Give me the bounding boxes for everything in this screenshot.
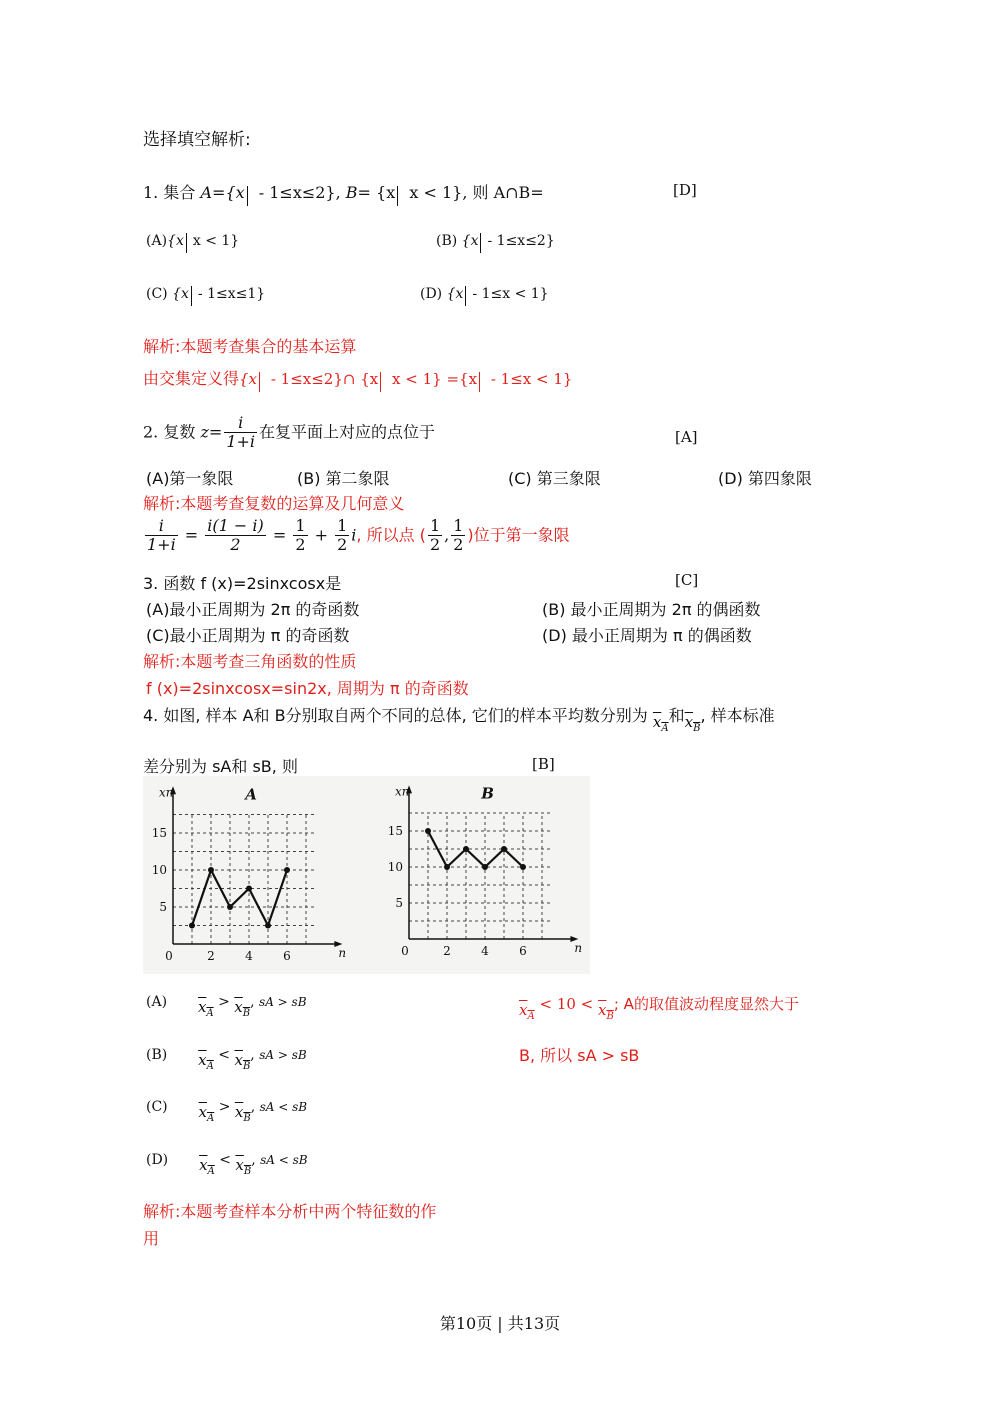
q2-variable: z= (200, 422, 223, 442)
option-set-open: {x (461, 233, 479, 249)
series-line (192, 870, 287, 926)
y-axis-label: xn (395, 784, 410, 799)
q3-option-a: (A)最小正周期为 2π 的奇函数 (146, 600, 360, 619)
q1-set-b-open: = {x (357, 183, 396, 202)
q2-option-d: (D) 第四象限 (718, 469, 812, 488)
calc-fraction (205, 517, 265, 555)
option-set-open: {x (446, 286, 464, 302)
q1-set-a-label: A (200, 183, 213, 202)
q3-option-b: (B) 最小正周期为 2π 的偶函数 (542, 600, 761, 619)
q1-option-a (146, 233, 239, 253)
y-tick-label: 15 (151, 826, 167, 840)
data-point (520, 864, 526, 870)
fraction-numerator: 1 (337, 516, 348, 535)
option-label: (A) (146, 233, 168, 249)
calc-fraction (293, 517, 307, 555)
graph-title: A (245, 785, 257, 804)
mean-symbol: x (652, 713, 662, 731)
mean-symbol: x (234, 998, 243, 1016)
q4-stem-text: , 样本标准 (700, 706, 775, 725)
option-std-relation: sA > sB (259, 1048, 307, 1062)
data-point (246, 886, 252, 892)
q1-option-b (436, 233, 555, 253)
analysis-prefix: 由交集定义得 (143, 369, 240, 388)
mean-symbol: x (234, 1103, 244, 1121)
q1-set-a-cond: - 1≤x≤2} (258, 183, 336, 202)
x-tick-label: 2 (443, 944, 451, 958)
option-set-cond: x < 1} (192, 233, 240, 249)
fraction-denominator: 1+i (147, 535, 176, 555)
divider (465, 286, 466, 306)
mean-b (598, 1001, 614, 1022)
q1-set-b-cond: x < 1} (409, 183, 463, 202)
option-relation: < (218, 1047, 231, 1063)
calc-text-end: )位于第一象限 (467, 525, 570, 545)
mean-subscript: B (243, 1166, 252, 1177)
mean-subscript: A (527, 1011, 535, 1022)
mean-b (685, 713, 701, 734)
note-tail: ; A的取值波动程度显然大于 (613, 995, 799, 1013)
q1-text: 集合 (163, 183, 196, 202)
mean-symbol: x (197, 998, 207, 1016)
mean-b (234, 1051, 250, 1072)
q2-text-after: 在复平面上对应的点位于 (259, 422, 436, 442)
fraction-numerator: 1 (295, 516, 306, 535)
q2-analysis-calc: $\frac{i}{1+i}$ = $\frac{i(1 - i)}{2}$ = $\frac{1}{2}$ + $\frac{1}{2}$ i, 所以点 ( $\frac{1}{2}$ , $\frac{1}{2}$ )位于第一象限 (147, 516, 570, 555)
q2-option-c: (C) 第三象限 (508, 469, 601, 488)
data-point (425, 828, 431, 834)
q4-and: 和 (668, 706, 685, 725)
imaginary-unit: i (351, 525, 357, 545)
mean-subscript: B (606, 1011, 614, 1022)
q3-answer: [C] (675, 571, 699, 589)
x-tick-label: 4 (245, 949, 253, 963)
graph-a (152, 785, 346, 963)
q2-answer: [A] (675, 428, 698, 446)
q1-option-c (146, 286, 265, 306)
q4-stem-line1 (143, 703, 775, 734)
calc-fraction (451, 517, 465, 555)
fraction-numerator: i(1 − i) (207, 516, 264, 535)
q4-stem-text: 4. 如图, 样本 A和 B分别取自两个不同的总体, 它们的样本平均数分别为 (143, 706, 648, 725)
fraction-denominator: 2 (429, 535, 441, 555)
q3-option-d: (D) 最小正周期为 π 的偶函数 (542, 626, 752, 645)
mean-subscript: A (206, 1008, 214, 1019)
divider (480, 233, 481, 253)
divider (479, 372, 480, 392)
q1-answer: [D] (673, 181, 697, 199)
x-tick-label: 0 (401, 944, 409, 958)
fraction-numerator: i (224, 414, 257, 433)
q1-tail: , 则 A∩B= (462, 183, 544, 202)
mean-symbol: x (198, 1051, 207, 1069)
data-point (208, 867, 214, 873)
divider (397, 186, 398, 206)
mean-subscript: B (242, 1008, 251, 1019)
q2-number: 2. (143, 422, 159, 442)
mean-b (235, 1103, 251, 1124)
q4-option-d: (D) $x_A < x_B$, sA < sB (146, 1152, 308, 1177)
x-tick-label: 0 (165, 949, 173, 963)
page-footer: 第10页 | 共13页 (439, 1314, 561, 1333)
y-axis-label: xn (159, 785, 174, 800)
mean-symbol: x (198, 1103, 208, 1121)
q2-analysis-title: 解析:本题考查复数的运算及几何意义 (143, 494, 405, 513)
q2-option-b: (B) 第二象限 (297, 469, 390, 488)
divider (191, 286, 192, 306)
x-tick-label: 4 (481, 944, 489, 958)
q4-option-a: (A) $x_A > x_B$, sA > sB (146, 994, 307, 1019)
x-axis-label: n (338, 946, 347, 960)
q3-option-c: (C)最小正周期为 π 的奇函数 (146, 626, 350, 645)
option-label: (D) (420, 286, 443, 302)
q2-stem (143, 414, 435, 452)
mean-subscript: B (693, 723, 701, 734)
q1-set-b-label: B (345, 183, 358, 202)
mean-subscript: A (207, 1166, 215, 1177)
q4-figure (143, 776, 590, 974)
section-heading: 选择填空解析: (143, 130, 251, 150)
data-point (284, 867, 290, 873)
mean-subscript: B (243, 1113, 251, 1124)
data-point (444, 864, 450, 870)
fraction-denominator: 2 (337, 535, 348, 555)
graph-b (388, 784, 582, 958)
option-set-cond: - 1≤x < 1} (472, 286, 549, 302)
option-label: (A) (146, 994, 168, 1010)
mean-b (234, 998, 250, 1019)
option-relation: < (219, 1152, 231, 1168)
mean-a (199, 1103, 215, 1124)
fraction-numerator: 1 (429, 516, 441, 535)
q4-answer: [B] (532, 755, 555, 773)
q2-text-before: 复数 (163, 422, 196, 442)
analysis-equals: ={x (446, 370, 478, 388)
option-set-open: {x (172, 286, 189, 302)
mean-symbol: x (199, 1156, 208, 1174)
mean-a (653, 713, 669, 734)
data-point (189, 923, 195, 929)
x-tick-label: 2 (207, 949, 215, 963)
y-tick-label: 5 (159, 900, 167, 914)
fraction-denominator: 2 (453, 535, 464, 555)
y-tick-label: 10 (151, 863, 167, 877)
analysis-set-cond: - 1≤x < 1} (490, 370, 573, 388)
x-tick-label: 6 (283, 949, 291, 963)
option-set-cond: - 1≤x≤1} (197, 286, 266, 302)
y-tick-label: 15 (387, 824, 403, 838)
fraction-numerator: 1 (453, 516, 464, 535)
mean-a (199, 1156, 215, 1177)
q1-analysis-calc (143, 366, 572, 392)
fraction-denominator: 2 (295, 535, 306, 555)
divider (380, 372, 381, 392)
q1-set-a-open: ={x (212, 183, 245, 202)
fraction-numerator: i (145, 517, 178, 536)
x-axis-label: n (574, 941, 583, 955)
q4-stem-line2: 差分别为 sA和 sB, 则 (143, 757, 298, 776)
q2-option-a: (A)第一象限 (146, 469, 234, 488)
q4-figure-svg (143, 776, 590, 974)
mean-symbol: x (235, 1156, 244, 1174)
y-tick-label: 5 (395, 896, 403, 910)
x-tick-label: 6 (519, 944, 527, 958)
q2-fraction (224, 414, 257, 452)
data-point (482, 864, 488, 870)
option-std-relation: sA > sB (259, 995, 307, 1009)
analysis-set-cond: x < 1} (392, 370, 442, 388)
data-point (501, 846, 507, 852)
mean-subscript: A (661, 723, 669, 734)
mean-symbol: x (598, 1001, 607, 1019)
divider (186, 233, 187, 253)
q3-analysis-title: 解析:本题考查三角函数的性质 (143, 652, 357, 671)
fraction-denominator: 1+i (226, 432, 256, 452)
q1-analysis-title: 解析:本题考查集合的基本运算 (143, 337, 357, 356)
option-std-relation: sA < sB (260, 1153, 308, 1167)
option-label: (C) (146, 286, 168, 302)
mean-subscript: B (242, 1061, 251, 1072)
mean-b (235, 1156, 251, 1177)
q1-number: 1. (143, 183, 159, 202)
mean-subscript: A (206, 1061, 214, 1072)
graph-title: B (481, 784, 494, 803)
q1-option-d (420, 286, 549, 306)
analysis-set-open: {x (360, 370, 379, 388)
q4-analysis-line1: 解析:本题考查样本分析中两个特征数的作 (143, 1202, 437, 1221)
q3-stem: 3. 函数 f (x)=2sinxcosx是 (143, 574, 342, 593)
analysis-set-cond: - 1≤x≤2}∩ (270, 370, 356, 388)
q4-option-b: (B) $x_A < x_B$, sA > sB (146, 1047, 307, 1072)
option-relation: > (218, 1099, 231, 1115)
option-std-relation: sA < sB (259, 1100, 308, 1114)
calc-text: , 所以点 ( (356, 525, 426, 545)
option-set-open: {x (167, 233, 184, 249)
mean-subscript: A (207, 1113, 215, 1124)
q1-stem: 1. 集合 A={x - 1≤x≤2}, B= {x x < 1}, 则 A∩B= (143, 180, 544, 206)
option-relation: > (218, 994, 230, 1010)
option-set-cond: - 1≤x≤2} (487, 233, 555, 249)
option-label: (C) (146, 1099, 168, 1115)
calc-fraction (335, 517, 349, 555)
data-point (227, 904, 233, 910)
calc-fraction (145, 517, 178, 555)
divider (247, 186, 248, 206)
option-label: (B) (436, 233, 458, 249)
mean-a (198, 998, 214, 1019)
q3-analysis-calc: f (x)=2sinxcosx=sin2x, 周期为 π 的奇函数 (146, 679, 469, 698)
note-mid: < 10 < (539, 995, 594, 1013)
mean-a (519, 1001, 535, 1022)
option-label: (D) (146, 1152, 169, 1168)
mean-symbol: x (519, 1001, 528, 1019)
option-label: (B) (146, 1047, 168, 1063)
q4-option-c: (C) $x_A > x_B$, sA < sB (146, 1099, 308, 1124)
mean-symbol: x (684, 713, 694, 731)
y-tick-label: 10 (387, 860, 403, 874)
divider (259, 372, 260, 392)
q4-note-line1 (519, 993, 799, 1022)
data-point (265, 923, 271, 929)
q4-analysis-line2: 用 (143, 1229, 160, 1248)
mean-symbol: x (234, 1051, 243, 1069)
fraction-denominator: 2 (230, 535, 241, 555)
data-point (463, 846, 469, 852)
mean-a (198, 1051, 214, 1072)
calc-fraction (428, 517, 442, 555)
analysis-set-open: {x (239, 370, 258, 388)
q4-note-line2: B, 所以 sA > sB (519, 1046, 640, 1065)
